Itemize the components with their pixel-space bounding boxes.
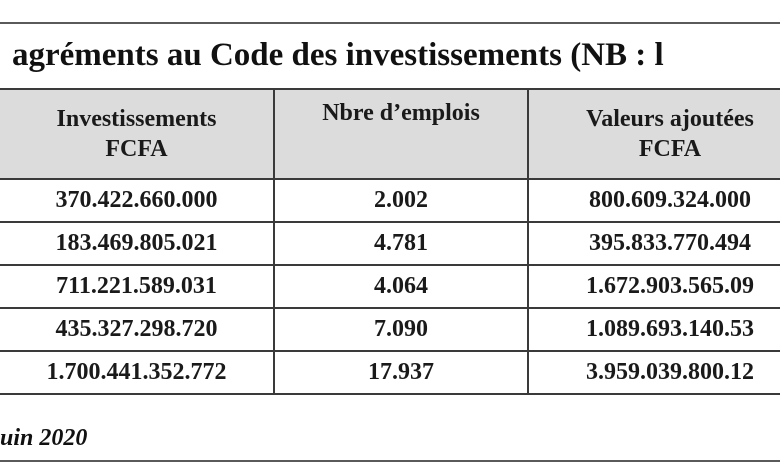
cell-investissements: 435.327.298.720	[0, 308, 274, 351]
table-title: agréments au Code des investissements (NB : l	[12, 37, 664, 73]
header-row	[0, 89, 780, 179]
cell-emplois: 7.090	[274, 308, 528, 351]
cell-investissements: 183.469.805.021	[0, 222, 274, 265]
cell-investissements: 1.700.441.352.772	[0, 351, 274, 394]
cell-emplois: 17.937	[274, 351, 528, 394]
bottom-rule	[0, 460, 780, 462]
cell-valeurs: 1.089.693.140.53	[528, 308, 780, 351]
header-emplois-line1: Nbre d’emplois	[322, 100, 480, 126]
top-rule	[0, 22, 780, 24]
header-emplois	[274, 89, 528, 179]
table-row	[0, 265, 780, 308]
cell-emplois: 4.781	[274, 222, 528, 265]
cell-investissements: 370.422.660.000	[0, 179, 274, 222]
cell-valeurs: 1.672.903.565.09	[528, 265, 780, 308]
cell-investissements: 711.221.589.031	[0, 265, 274, 308]
header-valeurs-line2: FCFA	[638, 136, 702, 162]
table-row	[0, 222, 780, 265]
cell-valeurs: 3.959.039.800.12	[528, 351, 780, 394]
investment-table	[0, 88, 780, 395]
header-investissements-line2: FCFA	[105, 136, 168, 162]
cell-emplois: 4.064	[274, 265, 528, 308]
table-row-total	[0, 351, 780, 394]
header-valeurs-line1: Valeurs ajoutées	[586, 106, 754, 132]
header-investissements-line1: Investissements	[56, 106, 217, 132]
table-row	[0, 179, 780, 222]
header-valeurs	[528, 89, 780, 179]
cell-valeurs: 395.833.770.494	[528, 222, 780, 265]
cell-valeurs: 800.609.324.000	[528, 179, 780, 222]
table-row	[0, 308, 780, 351]
cell-emplois: 2.002	[274, 179, 528, 222]
source-date: uin 2020	[0, 425, 88, 451]
header-investissements	[0, 89, 274, 179]
